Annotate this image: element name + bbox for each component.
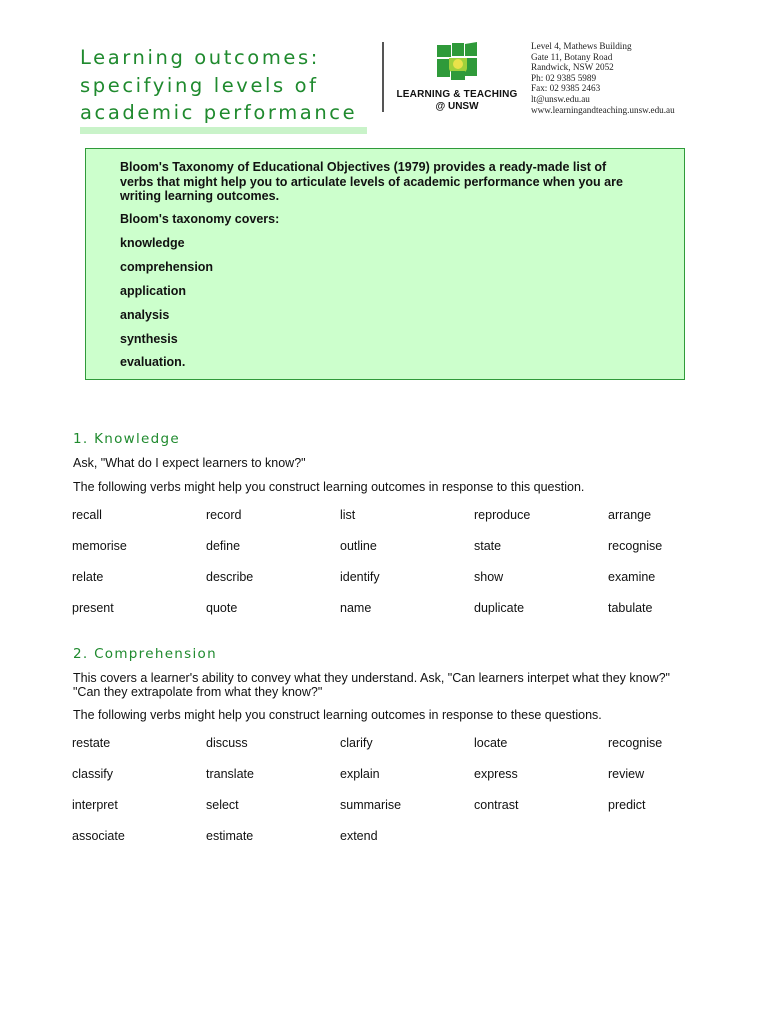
verb-item: summarise <box>340 798 402 812</box>
title-underline-bar <box>80 127 367 134</box>
verb-item: locate <box>474 736 508 750</box>
section-heading-comprehension: 2. Comprehension <box>73 646 217 662</box>
verb-item: estimate <box>206 829 254 843</box>
taxonomy-level: analysis <box>120 308 170 322</box>
verb-item: translate <box>206 767 254 781</box>
verb-item: name <box>340 601 372 615</box>
address-line: Gate 11, Botany Road <box>531 51 613 62</box>
fax-line: Fax: 02 9385 2463 <box>531 83 601 94</box>
callout-covers-label: Bloom's taxonomy covers: <box>120 212 280 226</box>
verb-item: examine <box>608 570 656 584</box>
verb-item: recall <box>72 508 102 522</box>
verb-item: recognise <box>608 736 663 750</box>
taxonomy-level: comprehension <box>120 260 214 274</box>
taxonomy-level: knowledge <box>120 236 185 250</box>
verb-item: describe <box>206 570 254 584</box>
address-line: Randwick, NSW 2052 <box>531 62 614 73</box>
verb-item: contrast <box>474 798 519 812</box>
verb-item: discuss <box>206 736 248 750</box>
intro-line: writing learning outcomes. <box>120 189 280 203</box>
taxonomy-level: evaluation. <box>120 355 186 369</box>
verb-item: extend <box>340 829 378 843</box>
taxonomy-level: synthesis <box>120 332 178 346</box>
verb-item: duplicate <box>474 601 525 615</box>
section-paragraph: Ask, "What do I expect learners to know?" <box>73 456 306 470</box>
email-line: lt@unsw.edu.au <box>531 93 590 104</box>
verb-item: classify <box>72 767 113 781</box>
verb-item: review <box>608 767 645 781</box>
callout-intro <box>120 160 660 204</box>
section-paragraph: This covers a learner's ability to convey what they understand. Ask, "Can learners interpet what they know?" <box>73 671 670 685</box>
verb-item: reproduce <box>474 508 531 522</box>
phone-line: Ph: 02 9385 5989 <box>531 72 597 83</box>
title-line: Learning outcomes: <box>80 46 320 69</box>
verb-item: quote <box>206 601 238 615</box>
verb-item: memorise <box>72 539 127 553</box>
verb-item: tabulate <box>608 601 653 615</box>
verb-item: express <box>474 767 518 781</box>
verb-item: clarify <box>340 736 373 750</box>
section-paragraph: The following verbs might help you construct learning outcomes in response to these questions. <box>73 708 602 722</box>
section-heading-knowledge: 1. Knowledge <box>73 431 180 447</box>
verb-item: arrange <box>608 508 652 522</box>
verb-item: identify <box>340 570 380 584</box>
website-line: www.learningandteaching.unsw.edu.au <box>531 104 675 115</box>
verb-item: define <box>206 539 241 553</box>
address-line: Level 4, Mathews Building <box>531 41 632 51</box>
header-divider <box>382 42 384 112</box>
logo-text-line1: LEARNING & TEACHING <box>396 89 518 100</box>
verb-item: state <box>474 539 502 553</box>
section-paragraph: "Can they extrapolate from what they know?" <box>73 685 323 699</box>
title-line: specifying levels of <box>80 73 319 97</box>
verb-item: show <box>474 570 504 584</box>
contact-address <box>531 41 675 115</box>
section-paragraph: The following verbs might help you construct learning outcomes in response to this question. <box>73 480 585 494</box>
verb-item: select <box>206 798 239 812</box>
verb-item: record <box>206 508 242 522</box>
verb-item: present <box>72 601 114 615</box>
logo-text-line2: @ UNSW <box>435 101 479 112</box>
learning-teaching-logo <box>396 42 518 118</box>
verb-item: restate <box>72 736 111 750</box>
taxonomy-level: application <box>120 284 186 298</box>
verb-item: relate <box>72 570 104 584</box>
verb-item: outline <box>340 539 377 553</box>
verb-item: explain <box>340 767 380 781</box>
verb-item: predict <box>608 798 646 812</box>
title-line: academic performance <box>80 101 358 124</box>
verb-item: interpret <box>72 798 118 812</box>
puzzle-logo-icon <box>435 42 479 82</box>
document-title <box>80 44 357 127</box>
intro-line: verbs that might help you to articulate levels of academic performance when you are <box>120 174 623 189</box>
verb-item: recognise <box>608 539 663 553</box>
blooms-taxonomy-callout <box>85 148 685 380</box>
intro-line: Bloom's Taxonomy of Educational Objectives (1979) provides a ready-made list of <box>120 160 607 174</box>
verb-item: associate <box>72 829 125 843</box>
verb-item: list <box>340 508 356 522</box>
